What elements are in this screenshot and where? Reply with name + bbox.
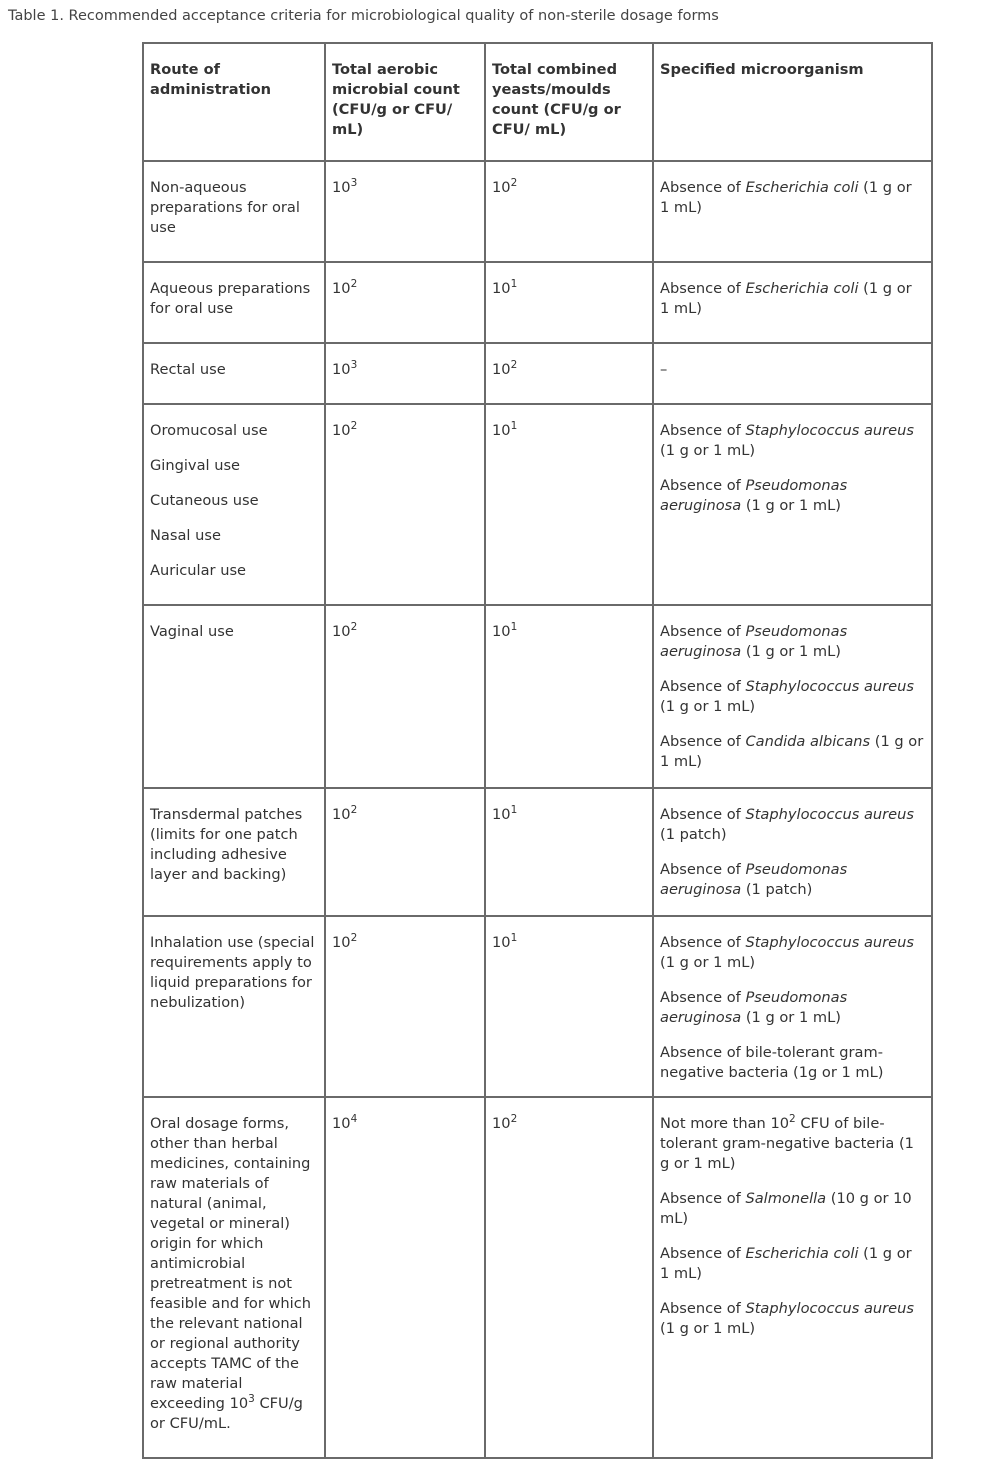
organism-name: Staphylococcus aureus: [745, 1300, 915, 1317]
organism-criterion: [660, 805, 925, 845]
tymc-value-base: 10: [492, 280, 511, 297]
table-row: [143, 916, 932, 1097]
tymc-value-base: 10: [492, 361, 511, 378]
tymc-value-exp: 1: [510, 278, 518, 291]
tymc-value-exp: 2: [510, 359, 518, 372]
tamc-value-base: 10: [332, 1115, 351, 1132]
route-text: Rectal use: [150, 361, 226, 378]
tymc-cell: [485, 262, 653, 343]
tymc-value-base: 10: [492, 623, 511, 640]
route-tail-text: CFU/g or CFU/mL.: [150, 1395, 303, 1432]
organism-prefix: Absence of: [660, 678, 746, 695]
tamc-value-base: 10: [332, 422, 351, 439]
route-cell: [143, 605, 325, 788]
route-text: Non-aqueous preparations for oral use: [150, 179, 300, 236]
organism-name: Escherichia coli: [745, 179, 859, 196]
organism-criterion: [660, 988, 925, 1028]
route-limit-base: 10: [229, 1395, 249, 1412]
tamc-value-exp: 2: [350, 804, 358, 817]
route-cell: [143, 161, 325, 262]
organism-name: Salmonella: [745, 1190, 827, 1207]
tymc-value-base: 10: [492, 1115, 511, 1132]
organism-name: Pseudomonas aeruginosa: [660, 861, 848, 898]
tymc-value: [492, 806, 517, 823]
organism-limit-exp: 2: [789, 1113, 796, 1126]
organism-criterion: [660, 1244, 925, 1284]
tamc-value-base: 10: [332, 280, 351, 297]
tamc-value: [332, 934, 357, 951]
tymc-value-exp: 1: [510, 804, 518, 817]
tymc-value-base: 10: [492, 179, 511, 196]
organism-amount: (1 g or 1 mL): [660, 179, 912, 216]
organism-amount: (1 g or 1 mL): [660, 954, 756, 971]
organism-criterion: [660, 1043, 925, 1083]
organism-criterion: [660, 178, 925, 218]
table-row: [143, 262, 932, 343]
table-caption: Table 1. Recommended acceptance criteria for microbiological quality of non-sterile dosage forms: [8, 8, 719, 24]
organism-prefix: Absence of: [660, 179, 746, 196]
tamc-value-base: 10: [332, 934, 351, 951]
organism-criterion: [660, 421, 925, 461]
table-row: [143, 161, 932, 262]
organism-prefix: Absence of: [660, 806, 746, 823]
tamc-cell: [325, 788, 485, 916]
route-text: Cutaneous use: [150, 492, 259, 509]
organism-prefix: –: [660, 361, 668, 378]
organism-cell: [653, 161, 932, 262]
route-text: Aqueous preparations for oral use: [150, 280, 311, 317]
tymc-value-exp: 1: [510, 420, 518, 433]
organism-criterion: [660, 360, 925, 380]
route-text: Auricular use: [150, 562, 247, 579]
table-row: [143, 404, 932, 605]
table-row: [143, 1097, 932, 1458]
organism-prefix: Absence of: [660, 989, 746, 1006]
table-row: [143, 788, 932, 916]
organism-amount: (1 g or 1 mL): [660, 280, 912, 317]
tymc-cell: [485, 161, 653, 262]
organism-prefix: Absence of: [660, 861, 746, 878]
organism-prefix: Absence of: [660, 1245, 746, 1262]
tymc-value: [492, 934, 517, 951]
organism-prefix: Absence of: [660, 733, 746, 750]
organism-amount: (1 g or 1 mL): [660, 698, 756, 715]
organism-cell: [653, 343, 932, 404]
tamc-value: [332, 1115, 357, 1132]
tymc-cell: [485, 1097, 653, 1458]
tamc-value-exp: 2: [350, 621, 358, 634]
tamc-cell: [325, 916, 485, 1097]
header-route: Route of administration: [143, 43, 325, 161]
tamc-cell: [325, 1097, 485, 1458]
organism-cell: [653, 1097, 932, 1458]
tamc-value: [332, 422, 357, 439]
organism-prefix: Absence of: [660, 477, 746, 494]
tymc-value-base: 10: [492, 806, 511, 823]
tamc-value: [332, 179, 357, 196]
tymc-cell: [485, 404, 653, 605]
tamc-cell: [325, 404, 485, 605]
organism-name: Pseudomonas aeruginosa: [660, 623, 848, 660]
route-text: Oral dosage forms, other than herbal medicines, containing raw materials of natural (animal, vegetal or mineral) origin for which antimicrobial pretreatment is not feasible and for which the relevant national or regional authority accepts TAMC of the raw material exceeding $10^3$ CFU/g or CFU/mL.: [150, 1115, 311, 1432]
tymc-value: [492, 179, 517, 196]
organism-name: Staphylococcus aureus: [745, 806, 915, 823]
tymc-value-exp: 1: [510, 932, 518, 945]
organism-amount: (1 patch): [741, 881, 813, 898]
tymc-value-exp: 1: [510, 621, 518, 634]
route-cell: [143, 343, 325, 404]
organism-amount: (1 g or 1 mL): [741, 643, 841, 660]
tymc-value: [492, 280, 517, 297]
organism-name: Staphylococcus aureus: [745, 678, 915, 695]
organism-criterion: [660, 933, 925, 973]
route-cell: [143, 788, 325, 916]
organism-name: Candida albicans: [745, 733, 871, 750]
organism-prefix: Absence of: [660, 422, 746, 439]
organism-cell: [653, 404, 932, 605]
tamc-cell: [325, 262, 485, 343]
header-row: [143, 43, 932, 161]
organism-prefix: Absence of: [660, 934, 746, 951]
tamc-value-exp: 2: [350, 932, 358, 945]
organism-prefix: Absence of: [660, 1300, 746, 1317]
organism-criterion: [660, 622, 925, 662]
organism-amount: (1 g or 1 mL): [741, 1009, 841, 1026]
organism-criterion: [660, 476, 925, 516]
tymc-cell: [485, 916, 653, 1097]
organism-name: Escherichia coli: [745, 1245, 859, 1262]
tamc-value-base: 10: [332, 179, 351, 196]
tymc-cell: [485, 343, 653, 404]
route-text: Nasal use: [150, 527, 221, 544]
tamc-cell: [325, 343, 485, 404]
organism-amount: (1 g or 1 mL): [660, 442, 756, 459]
route-text: Transdermal patches (limits for one patch including adhesive layer and backing): [150, 806, 303, 883]
tamc-value-exp: 3: [350, 359, 358, 372]
acceptance-criteria-table: [142, 42, 933, 1459]
route-cell: [143, 1097, 325, 1458]
tamc-value: [332, 623, 357, 640]
route-text: Inhalation use (special requirements apply to liquid preparations for nebulization): [150, 934, 315, 1011]
tymc-value: [492, 361, 517, 378]
route-cell: [143, 262, 325, 343]
organism-prefix: Not more than: [660, 1115, 771, 1132]
tymc-value: [492, 422, 517, 439]
tymc-cell: [485, 788, 653, 916]
route-text: Oromucosal use: [150, 422, 268, 439]
organism-amount: (1 g or 1 mL): [741, 497, 841, 514]
organism-criterion: [660, 860, 925, 900]
tamc-cell: [325, 605, 485, 788]
route-text: Gingival use: [150, 457, 241, 474]
organism-amount: (10 g or 10 mL): [660, 1190, 912, 1227]
organism-prefix: Absence of: [660, 1190, 746, 1207]
table-row: [143, 343, 932, 404]
header-tymc: Total combined yeasts/moulds count (CFU/g or CFU/ mL): [485, 43, 653, 161]
organism-name: Escherichia coli: [745, 280, 859, 297]
tamc-value-exp: 2: [350, 278, 358, 291]
tymc-value-base: 10: [492, 422, 511, 439]
organism-cell: [653, 788, 932, 916]
organism-prefix-2: CFU of bile-tolerant gram-negative bacteria (1 g or 1 mL): [660, 1115, 914, 1172]
organism-prefix: Absence of: [660, 623, 746, 640]
tamc-value-exp: 3: [350, 177, 358, 190]
header-tamc: Total aerobic microbial count (CFU/g or CFU/ mL): [325, 43, 485, 161]
organism-cell: [653, 916, 932, 1097]
organism-limit: [770, 1115, 795, 1132]
route-cell: [143, 404, 325, 605]
tamc-value: [332, 280, 357, 297]
organism-name: Staphylococcus aureus: [745, 934, 915, 951]
organism-criterion: [660, 677, 925, 717]
header-organism: Specified microorganism: [653, 43, 932, 161]
organism-amount: (1 g or 1 mL): [660, 1320, 756, 1337]
organism-criterion: [660, 1189, 925, 1229]
tamc-value-exp: 4: [350, 1113, 358, 1126]
organism-name: Pseudomonas aeruginosa: [660, 989, 848, 1026]
tymc-cell: [485, 605, 653, 788]
organism-limit-base: 10: [770, 1115, 790, 1132]
tymc-value-exp: 2: [510, 177, 518, 190]
organism-criterion: [660, 732, 925, 772]
tamc-value-base: 10: [332, 623, 351, 640]
tamc-value-base: 10: [332, 361, 351, 378]
organism-prefix: Absence of bile-tolerant gram-negative bacteria (1g or 1 mL): [660, 1044, 884, 1081]
tamc-value-exp: 2: [350, 420, 358, 433]
tamc-cell: [325, 161, 485, 262]
table-row: [143, 605, 932, 788]
organism-amount: (1 g or 1 mL): [660, 1245, 912, 1282]
tymc-value: [492, 623, 517, 640]
organism-amount: (1 patch): [660, 826, 727, 843]
route-limit: [230, 1395, 255, 1412]
organism-prefix: Absence of: [660, 280, 746, 297]
tamc-value-base: 10: [332, 806, 351, 823]
organism-criterion: [660, 1299, 925, 1339]
route-cell: [143, 916, 325, 1097]
organism-cell: [653, 605, 932, 788]
organism-criterion: [660, 279, 925, 319]
route-text: Vaginal use: [150, 623, 234, 640]
organism-name: Staphylococcus aureus: [745, 422, 915, 439]
organism-cell: [653, 262, 932, 343]
tamc-value: [332, 806, 357, 823]
organism-amount: (1 g or 1 mL): [660, 733, 924, 770]
route-limit-exp: 3: [248, 1393, 255, 1406]
organism-name: Pseudomonas aeruginosa: [660, 477, 848, 514]
tymc-value-base: 10: [492, 934, 511, 951]
tymc-value-exp: 2: [510, 1113, 518, 1126]
organism-criterion: [660, 1114, 925, 1174]
tamc-value: [332, 361, 357, 378]
tymc-value: [492, 1115, 517, 1132]
